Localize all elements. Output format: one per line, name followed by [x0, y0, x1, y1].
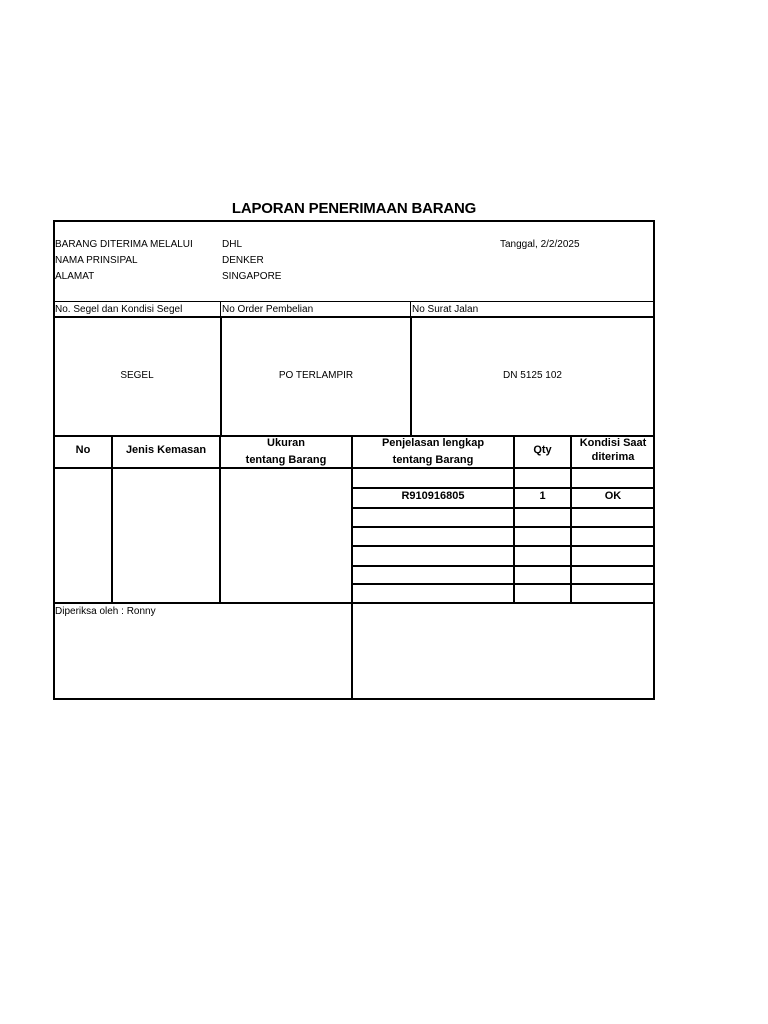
col-no-header: No — [75, 444, 91, 456]
divider — [351, 487, 655, 489]
divider — [351, 507, 655, 509]
principal-label: NAMA PRINSIPAL — [55, 255, 138, 266]
divider — [351, 526, 655, 528]
col-size-header-1: Ukuran — [267, 437, 305, 449]
divider — [111, 436, 113, 603]
divider — [53, 301, 655, 302]
address-value: SINGAPORE — [222, 271, 282, 282]
col-condition-header-2: diterima — [591, 451, 635, 463]
row-qty: 1 — [539, 490, 546, 502]
divider — [410, 301, 411, 316]
divider — [53, 316, 655, 318]
row-condition: OK — [604, 490, 622, 502]
dn-value: DN 5125 102 — [503, 370, 562, 381]
received-via-label: BARANG DITERIMA MELALUI — [55, 239, 193, 250]
divider — [53, 602, 655, 604]
col-desc-header-2: tentang Barang — [392, 454, 474, 466]
dn-label: No Surat Jalan — [412, 304, 479, 315]
principal-value: DENKER — [222, 255, 264, 266]
divider — [351, 583, 655, 585]
received-via-value: DHL — [222, 239, 243, 250]
col-size-header-2: tentang Barang — [245, 454, 327, 466]
document-title: LAPORAN PENERIMAAN BARANG — [231, 200, 477, 217]
seal-value: SEGEL — [120, 370, 154, 381]
divider — [351, 565, 655, 567]
divider — [53, 467, 655, 469]
divider — [351, 545, 655, 547]
row-description: R910916805 — [401, 490, 465, 502]
col-qty-header: Qty — [533, 444, 552, 456]
seal-label: No. Segel dan Kondisi Segel — [55, 304, 183, 315]
date-text: Tanggal, 2/2/2025 — [500, 239, 580, 250]
po-label: No Order Pembelian — [222, 304, 314, 315]
divider — [513, 436, 515, 603]
col-packaging-header: Jenis Kemasan — [125, 444, 207, 456]
col-desc-header-1: Penjelasan lengkap — [381, 437, 485, 449]
col-condition-header-1: Kondisi Saat — [579, 437, 647, 449]
address-label: ALAMAT — [55, 271, 95, 282]
divider — [220, 301, 221, 316]
po-value: PO TERLAMPIR — [278, 370, 354, 381]
divider — [351, 436, 353, 700]
checked-by: Diperiksa oleh : Ronny — [55, 606, 156, 617]
